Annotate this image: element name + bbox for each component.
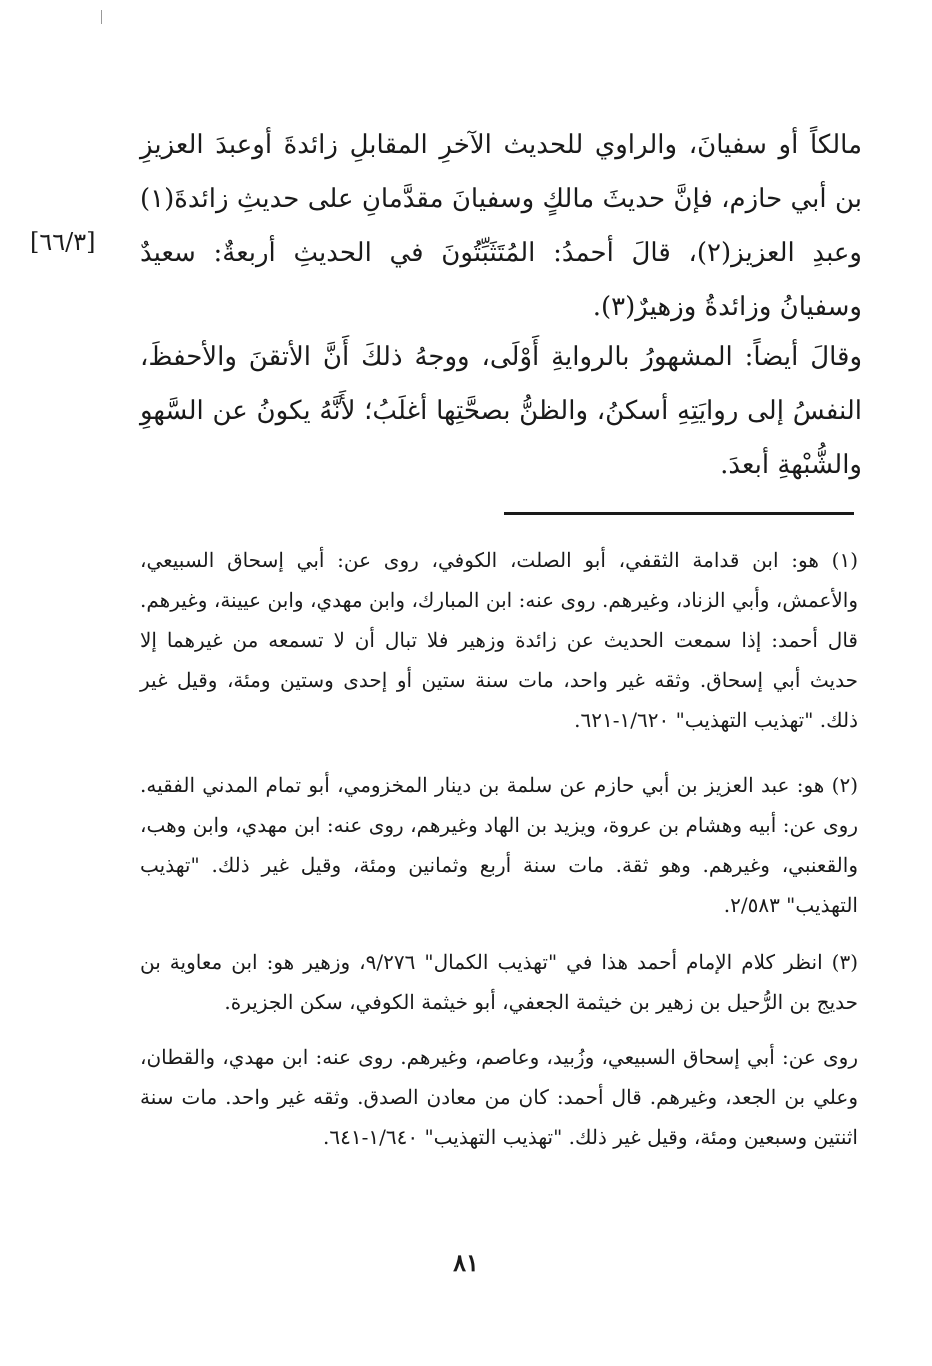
footnote-2: (٢) هو: عبد العزيز بن أبي حازم عن سلمة بن دينار المخزومي، أبو تمام المدني الفقيه. روى عن: أبيه وهشام بن عروة، ويزيد بن الهاد وغيرهم، روى عنه: ابن مهدي، وابن وهب، والقعنبي، وغيرهم. وهو ثقة. مات سنة أربع وثمانين ومئة، وقيل غير ذلك. "تهذيب التهذيب" ٢/٥٨٣. <box>140 773 858 917</box>
footnote-3: (٣) انظر كلام الإمام أحمد هذا في "تهذيب الكمال" ٩/٢٧٦، وزهير هو: ابن معاوية بن حديج بن الرُّحيل بن زهير بن خيثمة الجعفي، أبو خيثمة الكوفي، سكن الجزيرة. <box>140 950 859 1014</box>
page-number: ٨١ <box>453 1248 479 1277</box>
main-paragraph-2: وقالَ أيضاً: المشهورُ بالروايةِ أَوْلَى، ووجهُ ذلكَ أَنَّ الأتقنَ والأحفظَ، النفسُ إلى روايَتِهِ أسكنُ، والظنُّ بصحَّتِها أغلَبُ؛ لأَنَّهُ يكونُ عن السَّهوِ والشُّبْهةِ أبعدَ. <box>140 342 862 480</box>
footnote-1: (١) هو: ابن قدامة الثقفي، أبو الصلت، الكوفي، روى عن: أبي إسحاق السبيعي، والأعمش، وأبي الزناد، وغيرهم. روى عنه: ابن المبارك، وابن مهدي، وابن عيينة، وغيرهم. قال أحمد: إذا سمعت الحديث عن زائدة وزهير فلا تبال أن لا تسمعه من غيرهما إلا حديث أبي إسحاق. وثقه غير واحد، مات سنة ستين أو إحدى وستين ومئة، وقيل غير ذلك. "تهذيب التهذيب" ١/٦٢٠-٦٢١. <box>140 548 858 732</box>
margin-reference: [٦٦/٣] <box>30 228 96 256</box>
footnote-separator <box>504 512 854 515</box>
footnote-3-continued: روى عن: أبي إسحاق السبيعي، وزُبيد، وعاصم، وغيرهم. روى عنه: ابن مهدي، والقطان، وعلي بن الجعد، وغيرهم. قال أحمد: كان من معادن الصدق. وثقه غير واحد. مات سنة اثنتين وسبعين ومئة، وقيل غير ذلك. "تهذيب التهذيب" ١/٦٤٠-٦٤١. <box>140 1045 858 1149</box>
scan-artifact <box>101 10 102 24</box>
main-paragraph-1: مالكاً أو سفيانَ، والراوي للحديث الآخرِ المقابلِ زائدةَ أوعبدَ العزيزِ بن أبي حازم، فإنَّ حديثَ مالكٍ وسفيانَ مقدَّمانِ على حديثِ زائدةَ(١) وعبدِ العزيز(٢)، قالَ أحمدُ: المُتَثَبِّتُونَ في الحديثِ أربعةٌ: سعيدٌ وسفيانُ وزائدةُ وزهيرٌ(٣). <box>140 130 862 322</box>
